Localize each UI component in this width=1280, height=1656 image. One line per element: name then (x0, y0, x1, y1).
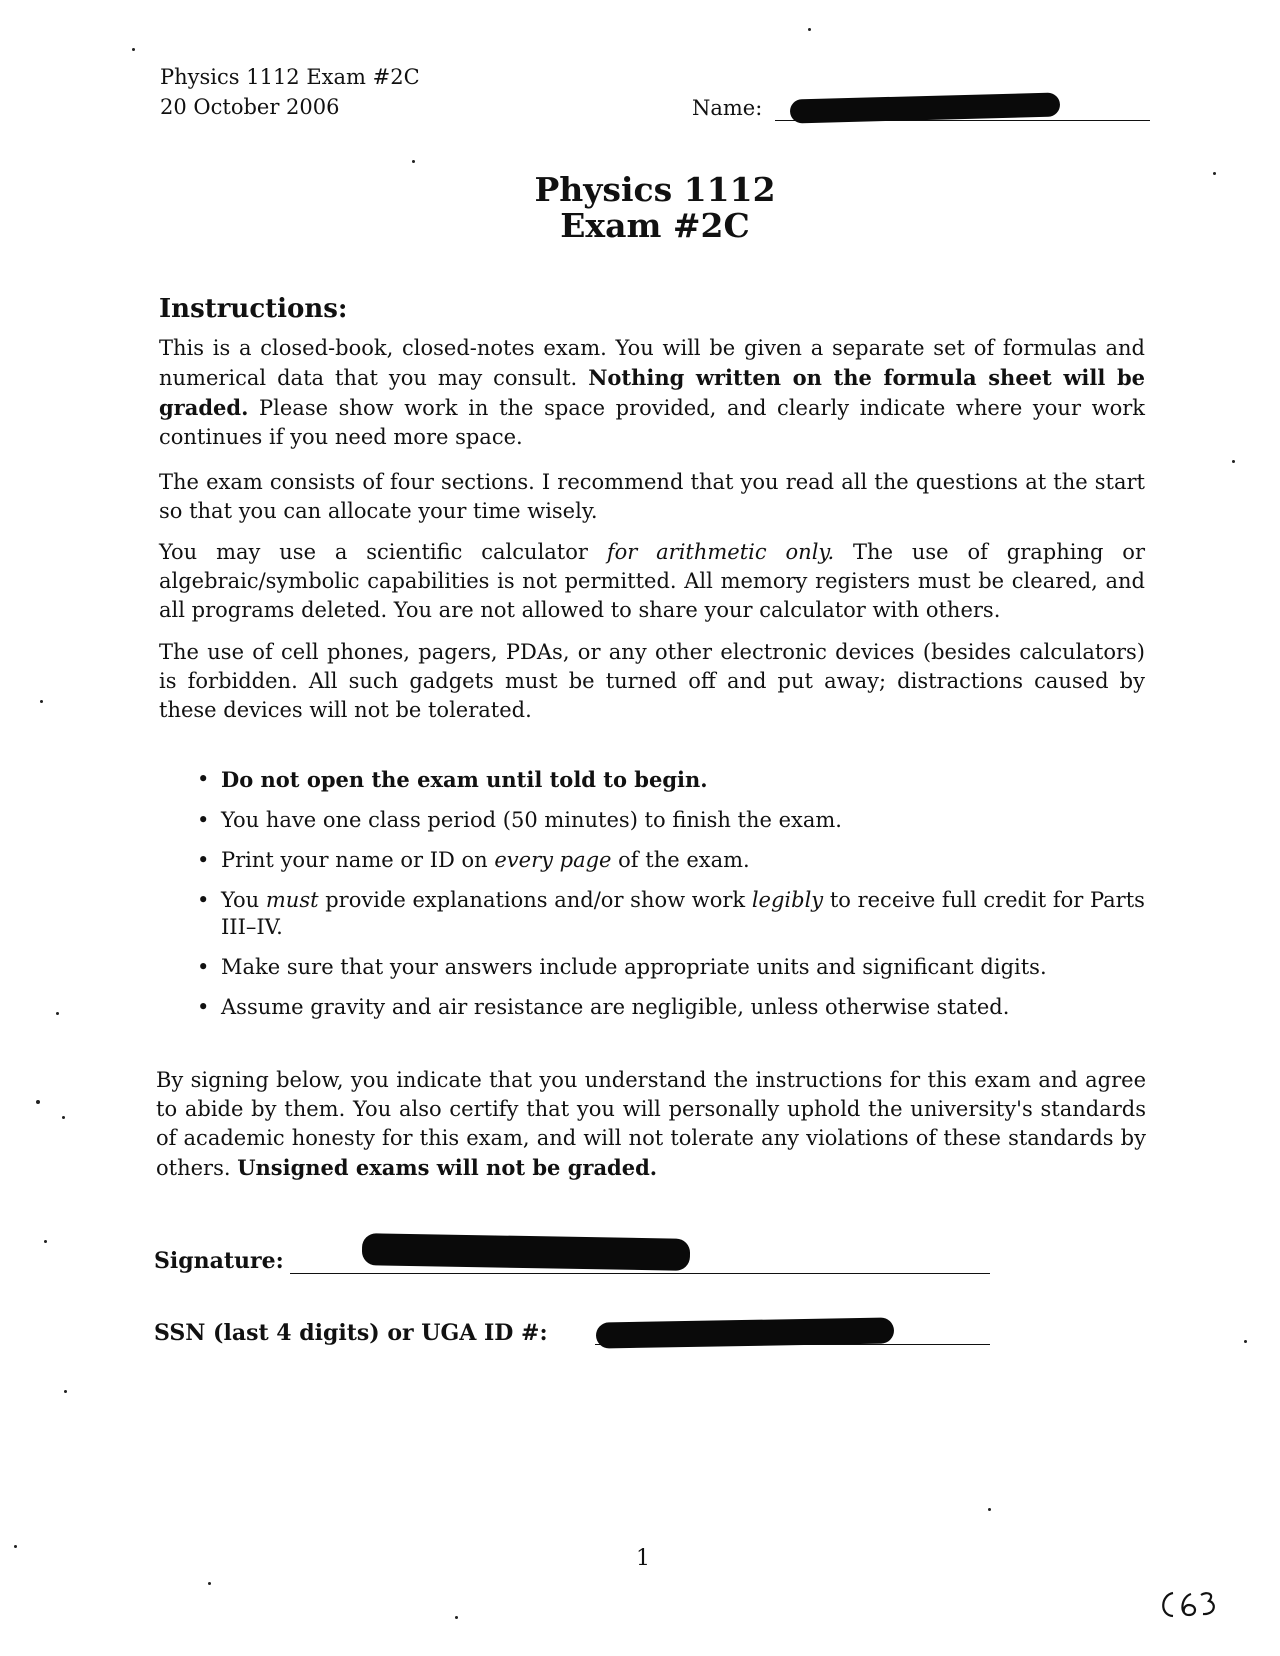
scan-speck (808, 28, 811, 31)
rule-4-text-italic-1: must (265, 888, 319, 912)
rule-4-text-b: provide explanations and/or show work (318, 888, 752, 912)
scan-speck (14, 1545, 17, 1548)
instructions-paragraph-4: The use of cell phones, pagers, PDAs, or any other electronic devices (besides calculators) is forbidden. All such gadgets must be turned off and put away; distractions caused by these devices will not be tolerated. (159, 640, 1145, 722)
rule-1-text: Do not open the exam until told to begin. (221, 767, 708, 792)
rule-item (195, 954, 1145, 981)
p3-text-italic: for arithmetic only. (606, 540, 835, 564)
rule-3-text-b: of the exam. (611, 848, 750, 872)
signature-line (290, 1273, 990, 1274)
page-title (0, 172, 1280, 244)
rule-item (195, 807, 1145, 834)
scan-speck (132, 48, 135, 51)
name-redaction (790, 92, 1061, 123)
signature-redaction (362, 1233, 691, 1271)
scan-speck (64, 1390, 67, 1393)
instructions-paragraph-1 (159, 334, 1145, 452)
scan-speck (1213, 172, 1216, 175)
p1-text-bold: Nothing written on the formula sheet will be graded. (159, 365, 1145, 420)
instructions-heading: Instructions: (159, 294, 348, 324)
rule-2-text: You have one class period (50 minutes) to finish the exam. (221, 808, 842, 832)
p3-text-b: The use of graphing or algebraic/symbolic capabilities is not permitted. All memory registers must be cleared, and all programs deleted. You are not allowed to share your calculator with others. (159, 540, 1145, 622)
p1-text-a: This is a closed-book, closed-notes exam. You will be given a separate set of formulas and numerical data that you may consult. (159, 336, 1145, 390)
rule-4-text-a: You (221, 888, 266, 912)
ssn-label: SSN (last 4 digits) or UGA ID #: (154, 1320, 548, 1346)
agreement-bold: Unsigned exams will not be graded. (237, 1155, 658, 1180)
rules-list (195, 766, 1145, 1034)
rule-4-text-c: to receive full credit for Parts III–IV. (221, 888, 1145, 939)
agreement-text: By signing below, you indicate that you understand the instructions for this exam and agree to abide by them. You also certify that you will personally uphold the university's standards of academic honesty for this exam, and will not tolerate any violations of these standards by others. (156, 1068, 1146, 1180)
rule-6-text: Assume gravity and air resistance are negligible, unless otherwise stated. (221, 995, 1010, 1019)
header-left (160, 62, 420, 122)
rule-item (195, 766, 1145, 794)
scan-speck (40, 700, 43, 703)
rule-3-text-a: Print your name or ID on (221, 848, 495, 872)
rule-5-text: Make sure that your answers include appropriate units and significant digits. (221, 955, 1047, 979)
scan-speck (36, 1100, 40, 1104)
signature-label: Signature: (154, 1248, 284, 1274)
ssn-redaction (596, 1317, 894, 1348)
page-number: 1 (636, 1546, 650, 1571)
scan-speck (1244, 1340, 1247, 1343)
name-label: Name: (692, 96, 763, 120)
title-line-1: Physics 1112 (534, 170, 776, 209)
exam-date: 20 October 2006 (160, 95, 340, 119)
scan-speck (1232, 460, 1235, 463)
instructions-paragraph-2: The exam consists of four sections. I recommend that you read all the questions at the start so that you can allocate your time wisely. (159, 470, 1145, 523)
agreement-paragraph (156, 1066, 1146, 1183)
title-line-2: Exam #2C (560, 206, 750, 245)
instructions-paragraph-3 (159, 538, 1145, 625)
rule-item (195, 994, 1145, 1021)
handwritten-code-mark (1155, 1585, 1225, 1625)
scan-speck (988, 1508, 991, 1511)
scan-speck (412, 160, 415, 163)
scan-speck (56, 1012, 59, 1015)
scan-speck (208, 1582, 211, 1585)
rule-4-text-italic-2: legibly (751, 888, 824, 912)
p1-text-b: Please show work in the space provided, and clearly indicate where your work continues if you need more space. (159, 396, 1145, 449)
scan-speck (62, 1116, 65, 1119)
course-line: Physics 1112 Exam #2C (160, 65, 420, 89)
rule-item (195, 887, 1145, 941)
rule-3-text-italic: every page (494, 848, 612, 872)
rule-item (195, 847, 1145, 874)
scan-speck (455, 1616, 458, 1619)
scan-speck (44, 1240, 47, 1243)
p3-text-a: You may use a scientific calculator (159, 540, 607, 564)
